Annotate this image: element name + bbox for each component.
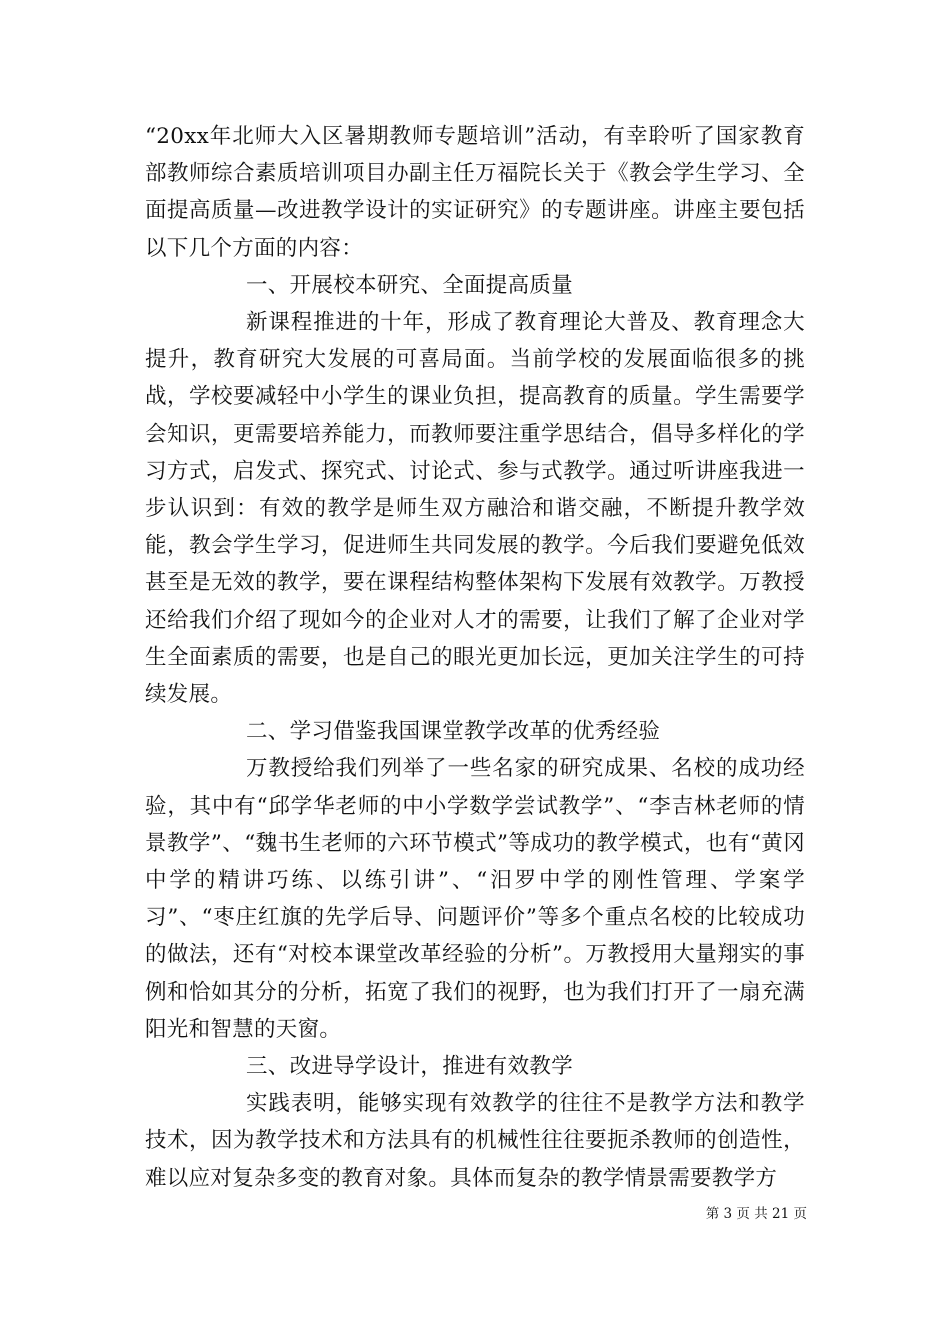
section-2-paragraph: 万教授给我们列举了一些名家的研究成果、名校的成功经验，其中有“邱学华老师的中小学数学尝试教学”、“李吉林老师的情景教学”、“魏书生老师的六环节模式”等成功的教学模式，也有“黄冈中学的精讲巧练、以练引讲”、“汨罗中学的刚性管理、学案学习”、“枣庄红旗的先学后导、问题评价”等多个重点名校的比较成功的做法，还有“对校本课堂改革经验的分析”。万教授用大量翔实的事例和恰如其分的分析，拓宽了我们的视野，也为我们打开了一扇充满阳光和智慧的天窗。 (145, 756, 805, 1042)
document-body (145, 118, 805, 1197)
section-2-heading: 二、学习借鉴我国课堂教学改革的优秀经验 (246, 719, 661, 745)
section-1-paragraph: 新课程推进的十年，形成了教育理论大普及、教育理念大提升，教育研究大发展的可喜局面。当前学校的发展面临很多的挑战，学校要减轻中小学生的课业负担，提高教育的质量。学生需要学会知识，更需要培养能力，而教师要注重学思结合，倡导多样化的学习方式，启发式、探究式、讨论式、参与式教学。通过听讲座我进一步认识到：有效的教学是师生双方融洽和谐交融，不断提升教学效能，教会学生学习，促进师生共同发展的教学。今后我们要避免低效甚至是无效的教学，要在课程结构整体架构下发展有效教学。万教授还给我们介绍了现如今的企业对人才的需要，让我们了解了企业对学生全面素质的需要，也是自己的眼光更加长远，更加关注学生的可持续发展。 (145, 310, 805, 708)
page-number-footer: 第 3 页 共 21 页 (705, 1206, 807, 1222)
section-3-heading: 三、改进导学设计，推进有效教学 (246, 1054, 574, 1080)
section-3-paragraph: 实践表明，能够实现有效教学的往往不是教学方法和教学技术，因为教学技术和方法具有的机械性往往要扼杀教师的创造性，难以应对复杂多变的教育对象。具体而复杂的教学情景需要教学方 (145, 1091, 805, 1191)
intro-paragraph: “20xx年北师大入区暑期教师专题培训”活动，有幸聆听了国家教育部教师综合素质培训项目办副主任万福院长关于《教会学生学习、全面提高质量—改进教学设计的实证研究》的专题讲座。讲座主要包括以下几个方面的内容： (145, 124, 805, 261)
section-1-heading: 一、开展校本研究、全面提高质量 (246, 272, 574, 298)
